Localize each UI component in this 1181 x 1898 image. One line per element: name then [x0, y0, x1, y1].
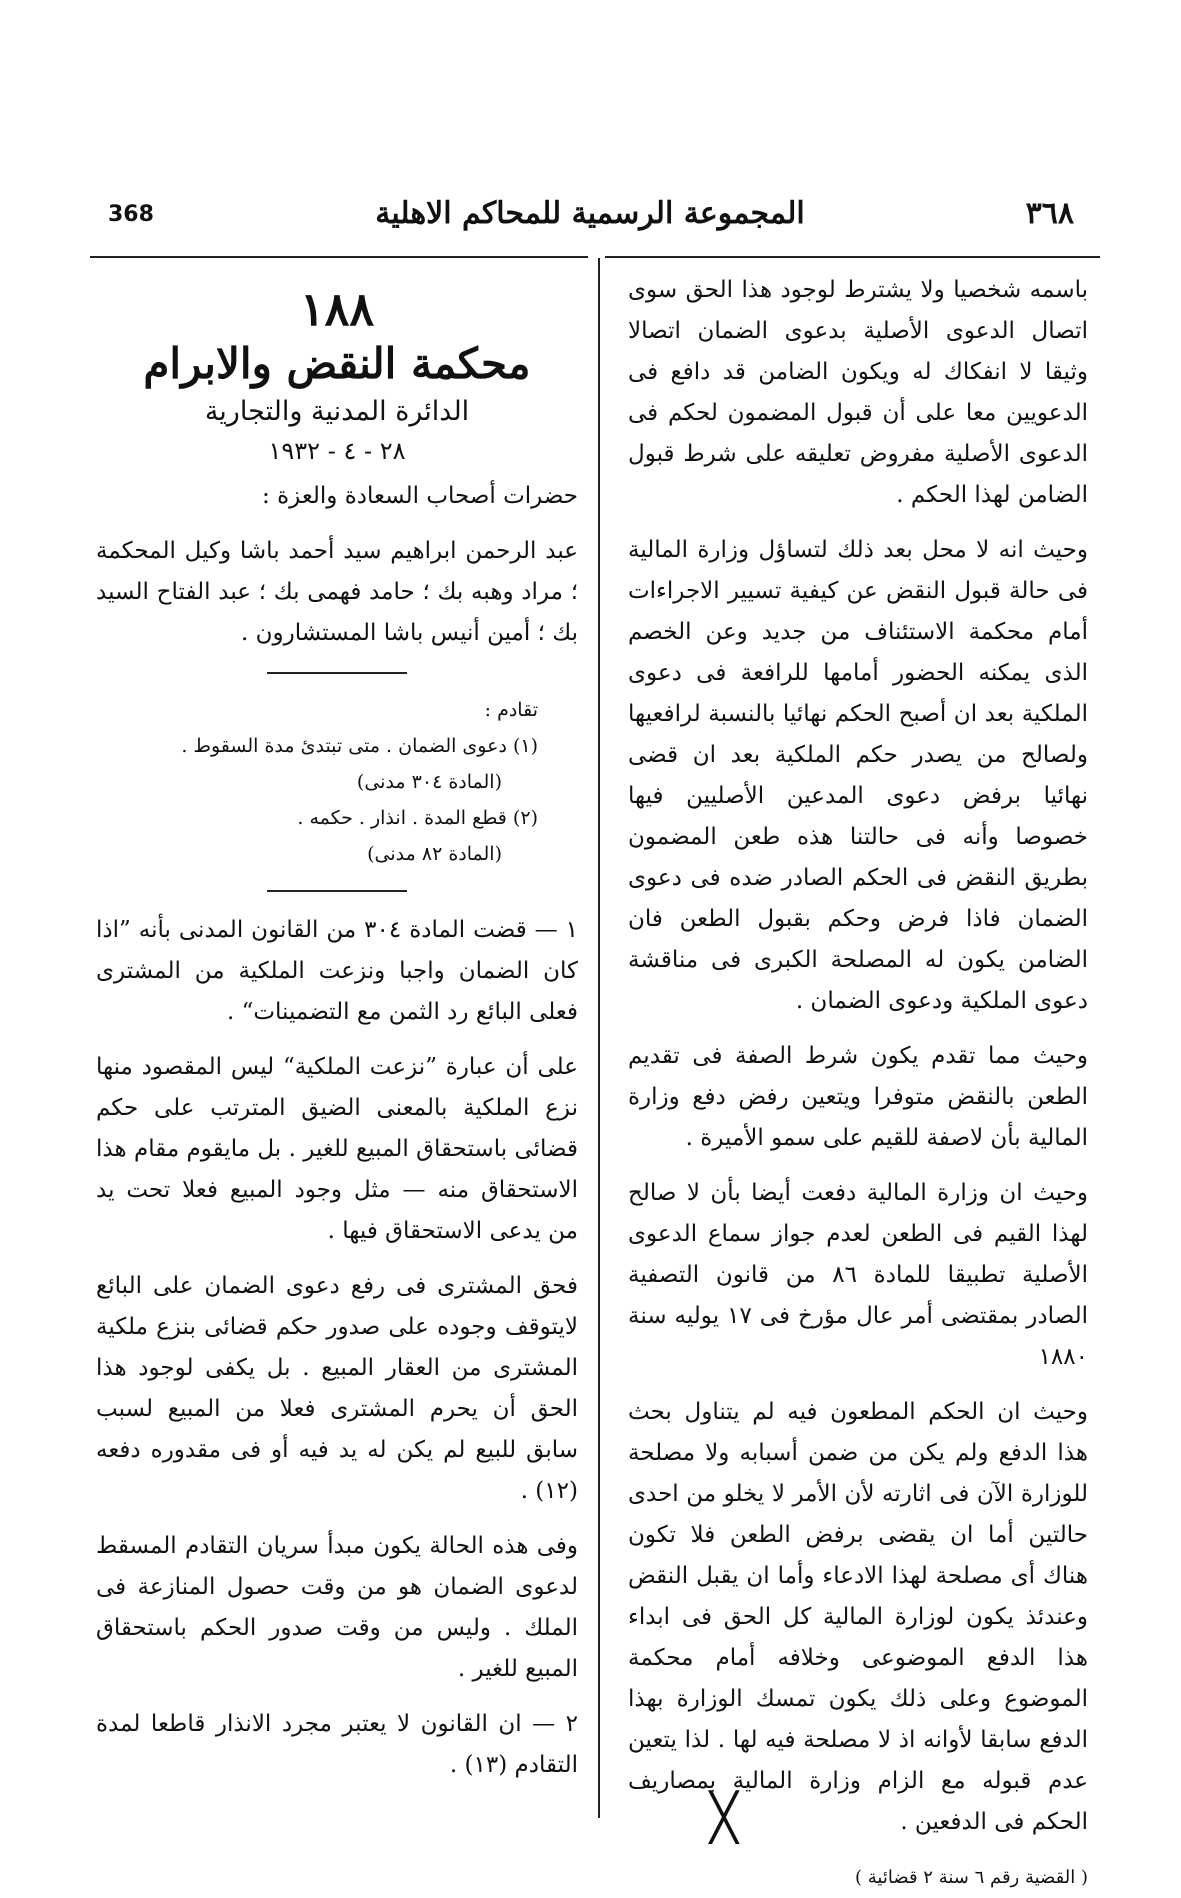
- judgment-date: ٢٨ - ٤ - ١٩٣٢: [268, 437, 406, 465]
- publication-title: المجموعة الرسمية للمحاكم الاهلية: [375, 196, 805, 231]
- case-number: ١٨٨: [299, 282, 375, 336]
- page-number-arabic: ٣٦٨: [1025, 196, 1074, 231]
- headnote-item: (١) دعوى الضمان . متى تبتدئ مدة السقوط .: [181, 735, 538, 757]
- header-rule-left: [90, 256, 588, 258]
- headnote-title: تقادم :: [484, 699, 538, 721]
- bench-members: عبد الرحمن ابراهيم سيد أحمد باشا وكيل المحكمة ؛ مراد وهبه بك ؛ حامد فهمى بك ؛ عبد الفتاح السيد بك ؛ أمين أنيس باشا المستشارون .: [96, 538, 579, 646]
- page-number-latin: 368: [108, 202, 154, 227]
- body-paragraph: وحيث ان وزارة المالية دفعت أيضا بأن لا صالح لهذا القيم فى الطعن لعدم جواز سماع الدعوى الأصلية تطبيقا للمادة ٨٦ من قانون التصفية الصادر بمقتضى أمر عال مؤرخ فى ١٧ يوليه سنة ١٨٨٠: [628, 1180, 1088, 1370]
- case-citation: ( القضية رقم ٦ سنة ٢ قضائية ): [855, 1867, 1088, 1888]
- body-paragraph: وحيث مما تقدم يكون شرط الصفة فى تقديم الطعن بالنقض متوفرا ويتعين رفض دفع وزارة المالية بأن لاصفة للقيم على سمو الأميرة .: [628, 1043, 1088, 1151]
- body-paragraph: على أن عبارة ”نزعت الملكية“ ليس المقصود منها نزع الملكية بالمعنى الضيق المترتب على حكم قضائى باستحقاق المبيع للغير . بل مايقوم مقام هذا الاستحقاق منه — مثل وجود المبيع فعلا تحت يد من يدعى الاستحقاق فيها .: [96, 1054, 578, 1244]
- section-divider: [267, 890, 407, 892]
- header-rule-right: [605, 256, 1100, 258]
- court-name: محكمة النقض والابرام: [143, 339, 531, 388]
- body-paragraph: ٢ — ان القانون لا يعتبر مجرد الانذار قاطعا لمدة التقادم (١٣) .: [96, 1711, 578, 1778]
- headnote: [96, 692, 578, 872]
- body-paragraph: ١ — قضت المادة ٣٠٤ من القانون المدنى بأنه ”اذا كان الضمان واجبا ونزعت الملكية من المشترى فعلى البائع رد الثمن مع التضمينات“ .: [96, 917, 579, 1025]
- column-divider: [598, 258, 600, 1818]
- headnote-item: (٢) قطع المدة . انذار . حكمه .: [297, 807, 538, 829]
- bench-intro: حضرات أصحاب السعادة والعزة :: [262, 483, 578, 509]
- right-column: [628, 270, 1088, 1898]
- body-paragraph: وحيث انه لا محل بعد ذلك لتساؤل وزارة المالية فى حالة قبول النقض عن كيفية تسيير الاجراءات أمام محكمة الاستئناف من جديد وعن الخصم الذى يمكنه الحضور أمامها للرافعة فى دعوى الملكية بعد ان أصبح الحكم نهائيا بالنسبة لرافعيها ولصالح من يصدر حكم الملكية بعد ان قضى نهائيا برفض دعوى المدعين الأصليين فيها خصوصا وأنه فى حالتنا هذه طعن المضمون بطريق النقض فى الحكم الصادر ضده فى دعوى الضمان فاذا فرض وحكم بقبول الطعن فان الضامن يكون له المصلحة الكبرى فى مناقشة دعوى الملكية ودعوى الضمان .: [628, 537, 1088, 1014]
- court-circuit: الدائرة المدنية والتجارية: [204, 396, 470, 427]
- left-column: [96, 282, 578, 1800]
- body-paragraph: وفى هذه الحالة يكون مبدأ سريان التقادم المسقط لدعوى الضمان هو من وقت حصول المنازعة فى الملك . وليس من وقت صدور الحكم باستحقاق المبيع للغير .: [96, 1533, 578, 1682]
- page-header: [100, 196, 1080, 236]
- handwritten-x-mark: ╳: [710, 1790, 738, 1844]
- body-paragraph: فحق المشترى فى رفع دعوى الضمان على البائع لايتوقف وجوده على صدور حكم قضائى بنزع ملكية المشترى من العقار المبيع . بل يكفى لوجود هذا الحق أن يحرم المشترى فعلا من المبيع لسبب سابق للبيع لم يكن له يد فيه أو فى مقدوره دفعه (١٢) .: [96, 1273, 578, 1504]
- headnote-reference: (المادة ٣٠٤ مدنى): [356, 771, 502, 793]
- body-paragraph: باسمه شخصيا ولا يشترط لوجود هذا الحق سوى اتصال الدعوى الأصلية بدعوى الضمان اتصالا وثيقا لا انفكاك له ويكون الضامن قد دافع فى الدعويين معا على أن قبول المضمون لحكم فى الدعوى الأصلية مفروض تعليقه على شرط قبول الضامن لهذا الحكم .: [628, 277, 1088, 508]
- section-divider: [267, 672, 407, 674]
- body-paragraph: وحيث ان الحكم المطعون فيه لم يتناول بحث هذا الدفع ولم يكن من ضمن أسبابه ولا مصلحة للوزارة الآن فى اثارته لأن الأمر لا يخلو من احدى حالتين أما ان يقضى برفض الطعن فلا تكون هناك أى مصلحة لهذا الادعاء وأما ان يقبل النقض وعندئذ يكون لوزارة المالية كل الحق فى ابداء هذا الدفع الموضوعى وخلافه أمام محكمة الموضوع وعلى ذلك يكون تمسك الوزارة بهذا الدفع سابقا لأوانه اذ لا مصلحة فيه لها . لذا يتعين عدم قبوله مع الزام وزارة المالية بمصاريف الحكم فى الدفعين .: [628, 1399, 1088, 1835]
- headnote-reference: (المادة ٨٢ مدنى): [367, 843, 502, 865]
